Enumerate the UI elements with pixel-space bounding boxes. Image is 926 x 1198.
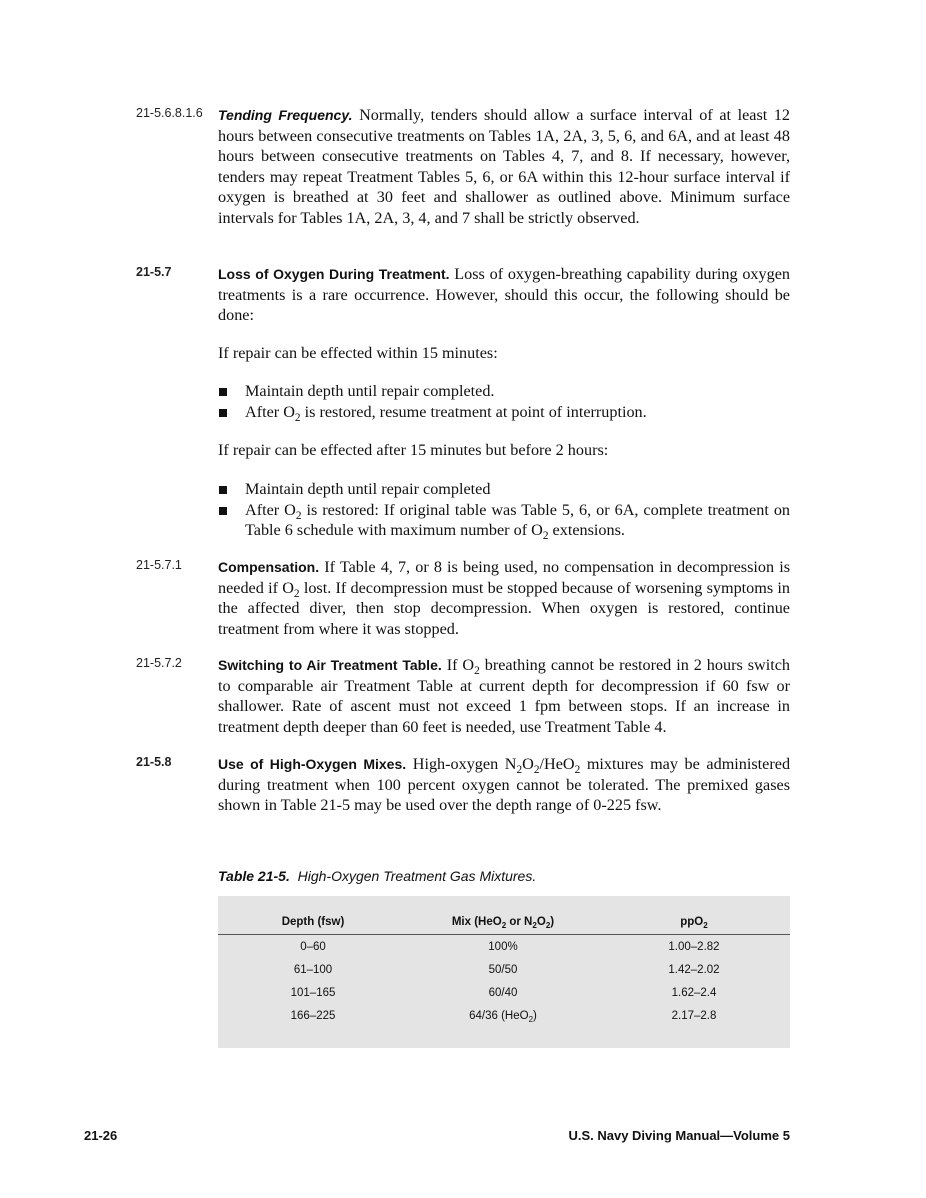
list-item: After $O_2$ is restored: If original table was Table 5, 6, or 6A, complete treatment on Table 6 schedule with maximum number of $O_2$ extensions. [218, 500, 790, 541]
cell-depth: 166–225 [290, 1009, 336, 1022]
bullet-list-1 [218, 381, 790, 422]
section-body: Compensation. If Table 4, 7, or 8 is being used, no compensation in decompression is needed if $O_2$ lost. If decompression must be stopped because of worsening symptoms in the affected diver, then stop decompression. When oxygen is restored, continue treatment from where it was stopped. [218, 558, 790, 638]
cell-mix: 60/40 [488, 986, 518, 999]
lead-text-within-15: If repair can be effected within 15 minutes: [218, 344, 498, 362]
table-caption [218, 868, 536, 884]
running-footer-title: U.S. Navy Diving Manual—Volume 5 [568, 1128, 790, 1143]
cell-mix: 50/50 [488, 963, 518, 976]
section-heading: Tending Frequency. [218, 107, 353, 123]
bullet-square-icon [219, 388, 227, 396]
column-header-ppo2: ppO$_2$ [598, 910, 790, 935]
gas-mixtures-table [218, 896, 790, 1048]
page-number: 21-26 [84, 1128, 118, 1143]
section-number: 21-5.8 [136, 755, 172, 769]
table-header-row [218, 910, 790, 935]
section-heading: Use of High-Oxygen Mixes. [218, 756, 407, 772]
cell-ppo2: 1.42–2.02 [668, 963, 720, 976]
table-row [218, 981, 790, 1004]
bullet-square-icon [219, 486, 227, 494]
list-item: Maintain depth until repair completed. [218, 381, 790, 402]
section-text: Normally, tenders should allow a surface interval of at least 12 hours between consecutive treatments on Tables 1A, 2A, 3, 5, 6, and 6A, and at least 48 hours between consecutive treatments on Tables 4, 7, and 8. If necessary, however, tenders may repeat Treatment Tables 5, 6, or 6A within this 12-hour surface interval if oxygen is breathed at 30 feet and shallower as outlined above. Minimum surface intervals for Tables 1A, 2A, 3, 4, and 7 shall be strictly observed. [218, 106, 791, 227]
cell-depth: 0–60 [300, 940, 326, 953]
cell-depth: 101–165 [290, 986, 336, 999]
table-row [218, 1004, 790, 1027]
section-number: 21-5.7.1 [136, 558, 182, 572]
bullet-list-2 [218, 479, 790, 541]
cell-ppo2: 1.00–2.82 [668, 940, 720, 953]
cell-mix: 64/36 (HeO$_2$) [469, 1009, 537, 1024]
column-header-mix: Mix (HeO$_2$ or $N_2O_2$) [408, 910, 598, 935]
list-item: After $O_2$ is restored, resume treatment at point of interruption. [218, 402, 790, 423]
section-text: Loss of oxygen-breathing capability during oxygen treatments is a rare occurrence. However, should this occur, the following should be done: [218, 265, 790, 325]
section-number: 21-5.7.2 [136, 656, 182, 670]
bullet-square-icon [219, 409, 227, 417]
section-heading: Loss of Oxygen During Treatment. [218, 266, 450, 282]
section-heading: Switching to Air Treatment Table. [218, 657, 442, 673]
cell-ppo2: 1.62–2.4 [671, 986, 717, 999]
section-number: 21-5.6.8.1.6 [136, 106, 203, 120]
cell-ppo2: 2.17–2.8 [671, 1009, 717, 1022]
list-item: Maintain depth until repair completed [218, 479, 790, 500]
table-caption-label: Table 21-5. [218, 868, 290, 884]
cell-mix: 100% [488, 940, 518, 953]
lead-text-after-15: If repair can be effected after 15 minutes but before 2 hours: [218, 441, 609, 459]
section-heading: Compensation. [218, 559, 320, 575]
table-row [218, 958, 790, 981]
column-header-depth: Depth (fsw) [218, 910, 408, 935]
table-caption-text: High-Oxygen Treatment Gas Mixtures. [297, 868, 537, 884]
bullet-square-icon [219, 507, 227, 515]
table-row [218, 935, 790, 959]
section-body [218, 264, 790, 326]
section-number: 21-5.7 [136, 265, 172, 279]
section-body [218, 105, 790, 229]
cell-depth: 61–100 [293, 963, 333, 976]
section-body: Use of High-Oxygen Mixes. High-oxygen $N_2O_2/HeO_2$ mixtures may be administered during treatment when 100 percent oxygen cannot be tolerated. The premixed gases shown in Table 21-5 may be used over the depth range of 0-225 fsw. [218, 755, 791, 815]
section-body: Switching to Air Treatment Table. If $O_2$ breathing cannot be restored in 2 hours switch to comparable air Treatment Table at current depth for decompression if 60 fsw or shallower. Rate of ascent must not exceed 1 fpm between stops. If an increase in treatment depth deeper than 60 feet is needed, use Treatment Table 4. [218, 656, 790, 736]
